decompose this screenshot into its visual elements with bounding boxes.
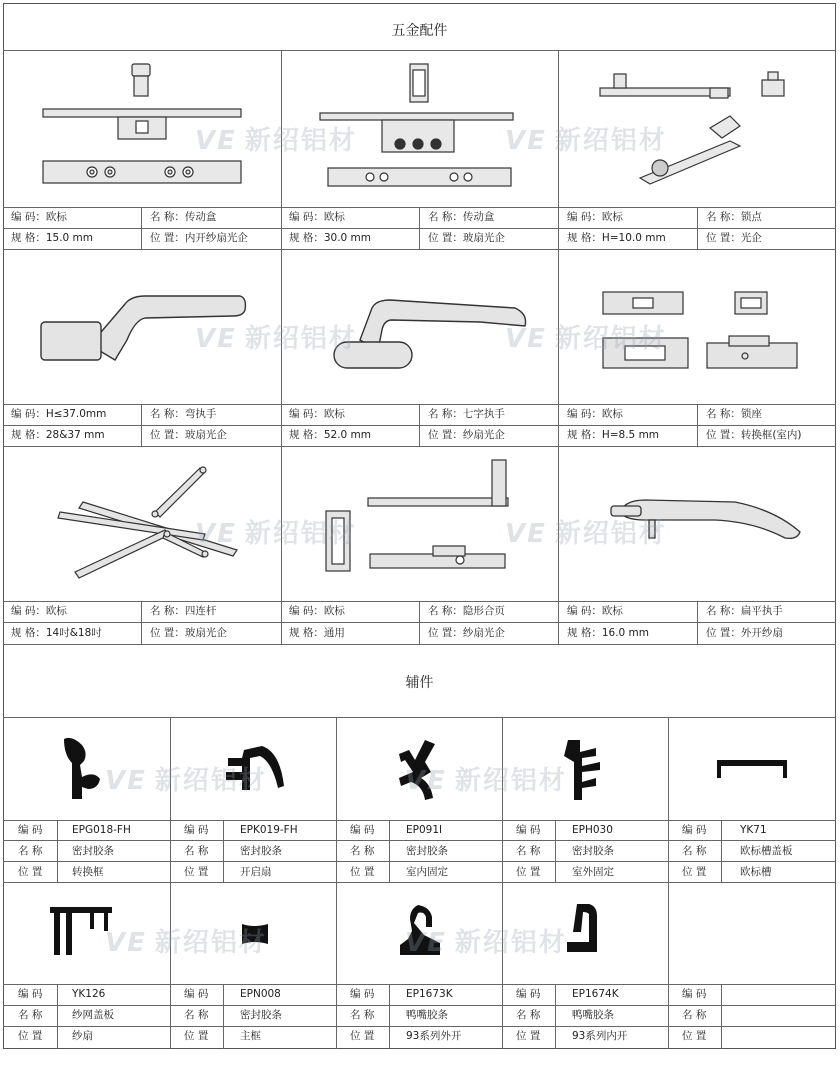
accessory-3-name: 密封胶条 [406,845,448,857]
accessory-name-label: 名 称 [184,1009,209,1021]
accessory-name-label: 名 称 [184,845,209,857]
accessory-6-code: YK126 [72,988,106,1000]
accessory-4-name: 密封胶条 [572,845,614,857]
accessory-8-code: EP1673K [406,988,453,1000]
watermark-text: 新绍铝材 [554,126,667,156]
watermark [195,318,357,355]
accessory-name-label: 名 称 [350,1009,375,1021]
accessory-7-position: 主框 [240,1030,261,1042]
accessory-3-code: EP091I [406,824,443,836]
hardware-item-6-name: 名 称：锁座 [706,408,762,420]
watermark-text: 新绍铝材 [454,928,567,958]
accessory-6-position: 纱扇 [72,1030,93,1042]
watermark [195,120,357,157]
watermark-logo: VE [195,519,237,549]
accessory-3-position: 室内固定 [406,866,448,878]
accessory-code-label: 编 码 [682,824,707,836]
accessory-code-label: 编 码 [18,988,43,1000]
watermark [195,513,357,550]
hardware-item-4-spec: 规 格：28&37 mm [11,429,105,441]
hardware-item-1-spec: 规 格：15.0 mm [11,232,94,244]
watermark-text: 新绍铝材 [454,766,567,796]
watermark-logo: VE [505,519,547,549]
cover-plate-profile-image [715,758,790,783]
divider [697,207,698,249]
hardware-item-2-code: 编 码：欧标 [289,211,345,223]
accessory-1-code: EPG018-FH [72,824,131,836]
accessory-position-label: 位 置 [516,1030,541,1042]
watermark [405,922,567,959]
hardware-item-3-position: 位 置：光企 [706,232,762,244]
hardware-item-2-spec: 规 格：30.0 mm [289,232,372,244]
accessory-name-label: 名 称 [682,1009,707,1021]
hardware-item-7-code: 编 码：欧标 [11,605,67,617]
hardware-item-5-code: 编 码：欧标 [289,408,345,420]
accessory-4-position: 室外固定 [572,866,614,878]
accessory-position-label: 位 置 [184,1030,209,1042]
accessory-2-name: 密封胶条 [240,845,282,857]
accessory-4-code: EPH030 [572,824,613,836]
watermark [105,760,267,797]
watermark [505,513,667,550]
duckbill-strip-profile-image [563,902,603,957]
divider [697,404,698,446]
watermark-logo: VE [195,126,237,156]
divider [555,984,556,1049]
accessory-position-label: 位 置 [184,866,209,878]
accessory-position-label: 位 置 [350,866,375,878]
divider [555,820,556,882]
watermark [105,922,267,959]
watermark-text: 新绍铝材 [244,519,357,549]
accessory-position-label: 位 置 [18,1030,43,1042]
divider [57,820,58,882]
hardware-item-4-position: 位 置：玻扇光企 [150,429,227,441]
watermark-logo: VE [405,928,447,958]
hardware-item-6-spec: 规 格：H=8.5 mm [567,429,660,441]
watermark-text: 新绍铝材 [554,324,667,354]
accessory-name-label: 名 称 [516,845,541,857]
accessory-name-label: 名 称 [516,1009,541,1021]
accessory-code-label: 编 码 [682,988,707,1000]
hardware-item-5-name: 名 称：七字执手 [428,408,505,420]
accessory-1-position: 转换框 [72,866,104,878]
hardware-item-2-name: 名 称：传动盒 [428,211,495,223]
accessory-position-label: 位 置 [516,866,541,878]
seal-strip-profile-image [60,735,110,805]
divider [141,404,142,446]
accessory-name-label: 名 称 [18,845,43,857]
watermark-text: 新绍铝材 [554,519,667,549]
watermark-logo: VE [105,928,147,958]
accessory-name-label: 名 称 [350,845,375,857]
watermark-logo: VE [405,766,447,796]
accessory-2-code: EPK019-FH [240,824,298,836]
divider [3,882,836,883]
divider [336,717,337,1049]
seal-strip-profile-image [560,738,610,803]
watermark-logo: VE [505,324,547,354]
divider [141,207,142,249]
watermark-logo: VE [505,126,547,156]
watermark [505,120,667,157]
hardware-item-2-position: 位 置：玻扇光企 [428,232,505,244]
divider [389,820,390,882]
divider [419,601,420,644]
hardware-item-8-spec: 规 格：通用 [289,627,345,639]
divider [3,249,836,250]
accessory-5-name: 欧标槽盖板 [740,845,793,857]
accessory-9-code: EP1674K [572,988,619,1000]
accessory-5-code: YK71 [740,824,767,836]
divider [141,601,142,644]
divider [721,984,722,1049]
divider [721,820,722,882]
hardware-item-5-spec: 规 格：52.0 mm [289,429,372,441]
accessory-code-label: 编 码 [350,988,375,1000]
divider [419,404,420,446]
accessory-position-label: 位 置 [682,1030,707,1042]
hardware-item-3-code: 编 码：欧标 [567,211,623,223]
watermark-text: 新绍铝材 [154,928,267,958]
accessory-1-name: 密封胶条 [72,845,114,857]
accessory-6-name: 纱网盖板 [72,1009,114,1021]
divider [389,984,390,1049]
accessory-7-code: EPN008 [240,988,281,1000]
hardware-item-3-spec: 规 格：H=10.0 mm [567,232,666,244]
hardware-item-6-code: 编 码：欧标 [567,408,623,420]
divider [57,984,58,1049]
accessory-8-name: 鸭嘴胶条 [406,1009,448,1021]
accessory-code-label: 编 码 [18,824,43,836]
accessories-section-title: 辅件 [405,675,434,691]
hardware-item-4-name: 名 称：弯执手 [150,408,217,420]
divider [697,601,698,644]
accessory-name-label: 名 称 [18,1009,43,1021]
hardware-item-4-code: 编 码：H≤37.0mm [11,408,107,420]
accessory-code-label: 编 码 [516,988,541,1000]
divider [419,207,420,249]
watermark-text: 新绍铝材 [154,766,267,796]
watermark-logo: VE [195,324,237,354]
divider [223,820,224,882]
watermark-text: 新绍铝材 [244,324,357,354]
accessory-code-label: 编 码 [350,824,375,836]
hardware-item-8-name: 名 称：隐形合页 [428,605,505,617]
hardware-item-9-code: 编 码：欧标 [567,605,623,617]
hardware-item-1-name: 名 称：传动盒 [150,211,217,223]
hardware-item-9-name: 名 称：扁平执手 [706,605,783,617]
accessory-position-label: 位 置 [18,866,43,878]
divider [223,984,224,1049]
watermark [405,760,567,797]
accessory-code-label: 编 码 [184,988,209,1000]
accessory-9-position: 93系列内开 [572,1030,628,1042]
accessory-position-label: 位 置 [350,1030,375,1042]
divider [3,717,836,718]
hardware-section-title: 五金配件 [391,23,448,39]
watermark [505,318,667,355]
hardware-item-8-position: 位 置：纱扇光企 [428,627,505,639]
accessory-7-name: 密封胶条 [240,1009,282,1021]
accessory-position-label: 位 置 [682,866,707,878]
accessory-9-name: 鸭嘴胶条 [572,1009,614,1021]
accessory-8-position: 93系列外开 [406,1030,462,1042]
hardware-item-5-position: 位 置：纱扇光企 [428,429,505,441]
divider [668,717,669,1049]
watermark-text: 新绍铝材 [244,126,357,156]
hardware-item-8-code: 编 码：欧标 [289,605,345,617]
accessory-2-position: 开启扇 [240,866,272,878]
hardware-item-9-spec: 规 格：16.0 mm [567,627,650,639]
divider [3,50,836,51]
hardware-item-1-position: 位 置：内开纱扇光企 [150,232,248,244]
accessory-code-label: 编 码 [516,824,541,836]
divider [3,644,836,645]
divider [3,446,836,447]
hardware-item-1-code: 编 码：欧标 [11,211,67,223]
hardware-item-7-position: 位 置：玻扇光企 [150,627,227,639]
hardware-item-3-name: 名 称：锁点 [706,211,762,223]
accessory-code-label: 编 码 [184,824,209,836]
hardware-item-9-position: 位 置：外开纱扇 [706,627,783,639]
accessory-5-position: 欧标槽 [740,866,772,878]
accessory-name-label: 名 称 [682,845,707,857]
hardware-item-7-spec: 规 格：14吋&18吋 [11,627,102,639]
hardware-item-7-name: 名 称：四连杆 [150,605,217,617]
hardware-item-6-position: 位 置：转换框(室内) [706,429,802,441]
watermark-logo: VE [105,766,147,796]
